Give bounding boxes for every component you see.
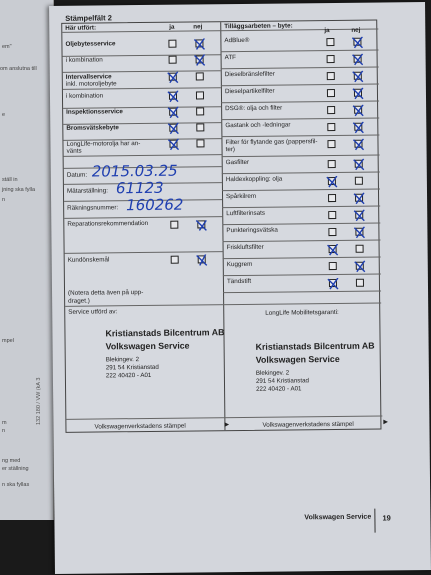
stamp-caption-left: Volkswagenverkstadens stämpel — [94, 422, 186, 431]
check-mark-icon — [352, 121, 364, 133]
page-number: 19 — [382, 513, 391, 523]
invoice-value: 160262 — [126, 195, 184, 215]
nej-header: nej — [351, 26, 361, 34]
replacement-row-label: Gasfilter — [225, 158, 250, 167]
check-mark-icon — [327, 277, 339, 289]
right-section-header: Tilläggsarbeten – byte: — [224, 22, 293, 31]
replacement-row-label: Tändstift — [226, 277, 252, 286]
check-mark-icon — [327, 243, 339, 255]
footer-section: Volkswagen Service — [304, 513, 372, 522]
stamp-form — [61, 20, 381, 433]
check-mark-icon — [193, 37, 205, 49]
service-row-label: LongLife-motorolja har an- — [66, 140, 141, 148]
service-row-label: Inspektionsservice — [66, 108, 123, 116]
replacement-row-label: Filter för flytande gas (pappersfil- — [225, 138, 318, 147]
check-mark-icon — [352, 104, 364, 116]
nej-checkbox[interactable] — [356, 245, 364, 253]
ja-checkbox[interactable] — [327, 106, 335, 114]
arrow-right-icon: ▶ — [224, 422, 230, 429]
check-mark-icon — [353, 158, 365, 170]
replacement-row-label: Spårkilrem — [226, 192, 257, 201]
check-mark-icon — [353, 226, 365, 238]
vertical-code: 132 180 / VW (kA 3 — [36, 377, 42, 425]
service-page — [49, 2, 431, 574]
left-fragment: mpel — [2, 338, 14, 344]
left-fragment: m — [2, 420, 7, 426]
left-fragment: n — [2, 428, 6, 434]
performed-by-label: Service utförd av: — [68, 308, 118, 316]
left-page — [0, 0, 54, 520]
service-row-sublabel: vänts — [66, 147, 82, 155]
left-fragment: e — [2, 112, 6, 118]
service-row-label: i kombination — [65, 92, 104, 100]
nej-checkbox[interactable] — [196, 123, 204, 131]
replacement-row-label: Kuggrem — [226, 260, 253, 269]
replacement-row-label: Dieselbränslefilter — [224, 70, 275, 79]
ja-checkbox[interactable] — [327, 89, 335, 97]
check-mark-icon — [326, 175, 338, 187]
replacement-row-label: Friskluftsfilter — [226, 243, 264, 252]
workshop-stamp-right: Kristianstads Bilcentrum AB Volkswagen Service Blekingev. 2 291 54 Kristianstad 222 40420 - A01 — [255, 340, 375, 393]
check-mark-icon — [354, 260, 366, 272]
left-fragment: jning ska fylla — [2, 187, 36, 193]
ja-checkbox[interactable] — [327, 140, 335, 148]
left-fragment: n — [2, 197, 6, 203]
odometer-label: Mätarställning: — [66, 187, 108, 195]
replacement-row-label: Dieselpartikelfilter — [224, 87, 275, 96]
note-label-2: draget.) — [68, 297, 90, 305]
nej-checkbox[interactable] — [196, 107, 204, 115]
check-mark-icon — [351, 36, 363, 48]
check-mark-icon — [352, 53, 364, 65]
left-fragment: ställ in — [2, 177, 18, 183]
ja-checkbox[interactable] — [327, 55, 335, 63]
left-section-header: Här utfört: — [65, 24, 97, 32]
left-fragment: n ska fyllas — [2, 482, 30, 488]
left-fragment: om anslutna till — [0, 66, 37, 72]
note-label: (Notera detta även på upp- — [68, 289, 144, 297]
left-fragment: er ställning — [2, 466, 29, 472]
ja-header: ja — [324, 27, 330, 35]
nej-checkbox[interactable] — [196, 72, 204, 80]
check-mark-icon — [167, 138, 179, 150]
ja-checkbox[interactable] — [328, 228, 336, 236]
nej-checkbox[interactable] — [356, 279, 364, 287]
ja-header: ja — [169, 23, 175, 31]
longlife-guarantee-label: LongLife Mobilitetsgaranti: — [265, 308, 339, 317]
ja-checkbox[interactable] — [328, 160, 336, 168]
check-mark-icon — [352, 138, 364, 150]
nej-header: nej — [193, 23, 203, 31]
odometer-value: 61123 — [115, 178, 164, 198]
replacement-row-label: AdBlue® — [224, 36, 250, 45]
service-row-label: Intervallservice — [65, 73, 112, 81]
date-value: 2015.03.25 — [91, 161, 178, 181]
check-mark-icon — [352, 70, 364, 82]
ja-checkbox[interactable] — [327, 72, 335, 80]
check-mark-icon — [167, 106, 179, 118]
left-fragment: em" — [2, 44, 12, 50]
ja-checkbox[interactable] — [327, 123, 335, 131]
invoice-label: Räkningsnummer: — [67, 204, 119, 212]
check-mark-icon — [194, 53, 206, 65]
check-mark-icon — [196, 253, 208, 265]
nej-checkbox[interactable] — [355, 177, 363, 185]
replacement-row-label: Gastank och -ledningar — [225, 121, 291, 130]
workshop-stamp-left: Kristianstads Bilcentrum AB Volkswagen Service Blekingev. 2 291 54 Kristianstad 222 40420 - A01 — [105, 327, 225, 380]
service-row-label: Bromsvätskebyte — [66, 124, 119, 132]
check-mark-icon — [195, 218, 207, 230]
service-row-sublabel: inkl. motoroljebyte — [65, 80, 117, 88]
nej-checkbox[interactable] — [196, 139, 204, 147]
replacement-row-label: Haldexkoppling: olja — [225, 175, 283, 184]
arrow-right-icon: ▶ — [383, 419, 389, 426]
ja-checkbox[interactable] — [328, 194, 336, 202]
ja-checkbox[interactable] — [168, 40, 176, 48]
check-mark-icon — [352, 87, 364, 99]
left-fragment: ng med — [2, 458, 21, 464]
check-mark-icon — [167, 90, 179, 102]
page-title: Stämpelfält 2 — [65, 13, 112, 23]
stamp-caption-right: Volkswagenverkstadens stämpel — [262, 420, 354, 429]
check-mark-icon — [167, 122, 179, 134]
service-row-label: i kombination — [65, 56, 103, 64]
service-row-label: Oljebytesservice — [65, 40, 116, 48]
repair-label: Reparationsrekommendation — [67, 219, 149, 228]
ja-checkbox[interactable] — [169, 56, 177, 64]
date-label: Datum: — [66, 171, 88, 179]
ja-checkbox[interactable] — [329, 262, 337, 270]
replacement-row-label: ATF — [224, 54, 237, 62]
check-mark-icon — [353, 209, 365, 221]
replacement-row-sublabel: ter) — [225, 146, 236, 154]
customer-wish-label: Kundönskemål — [67, 256, 110, 264]
ja-checkbox[interactable] — [326, 38, 334, 46]
replacement-row-label: Punkteringsvätska — [226, 226, 278, 235]
nej-checkbox[interactable] — [196, 91, 204, 99]
replacement-row-label: Luftfilterinsats — [226, 209, 266, 218]
check-mark-icon — [167, 71, 179, 83]
check-mark-icon — [353, 192, 365, 204]
replacement-row-label: DSG®: olja och filter — [225, 104, 283, 113]
ja-checkbox[interactable] — [328, 211, 336, 219]
